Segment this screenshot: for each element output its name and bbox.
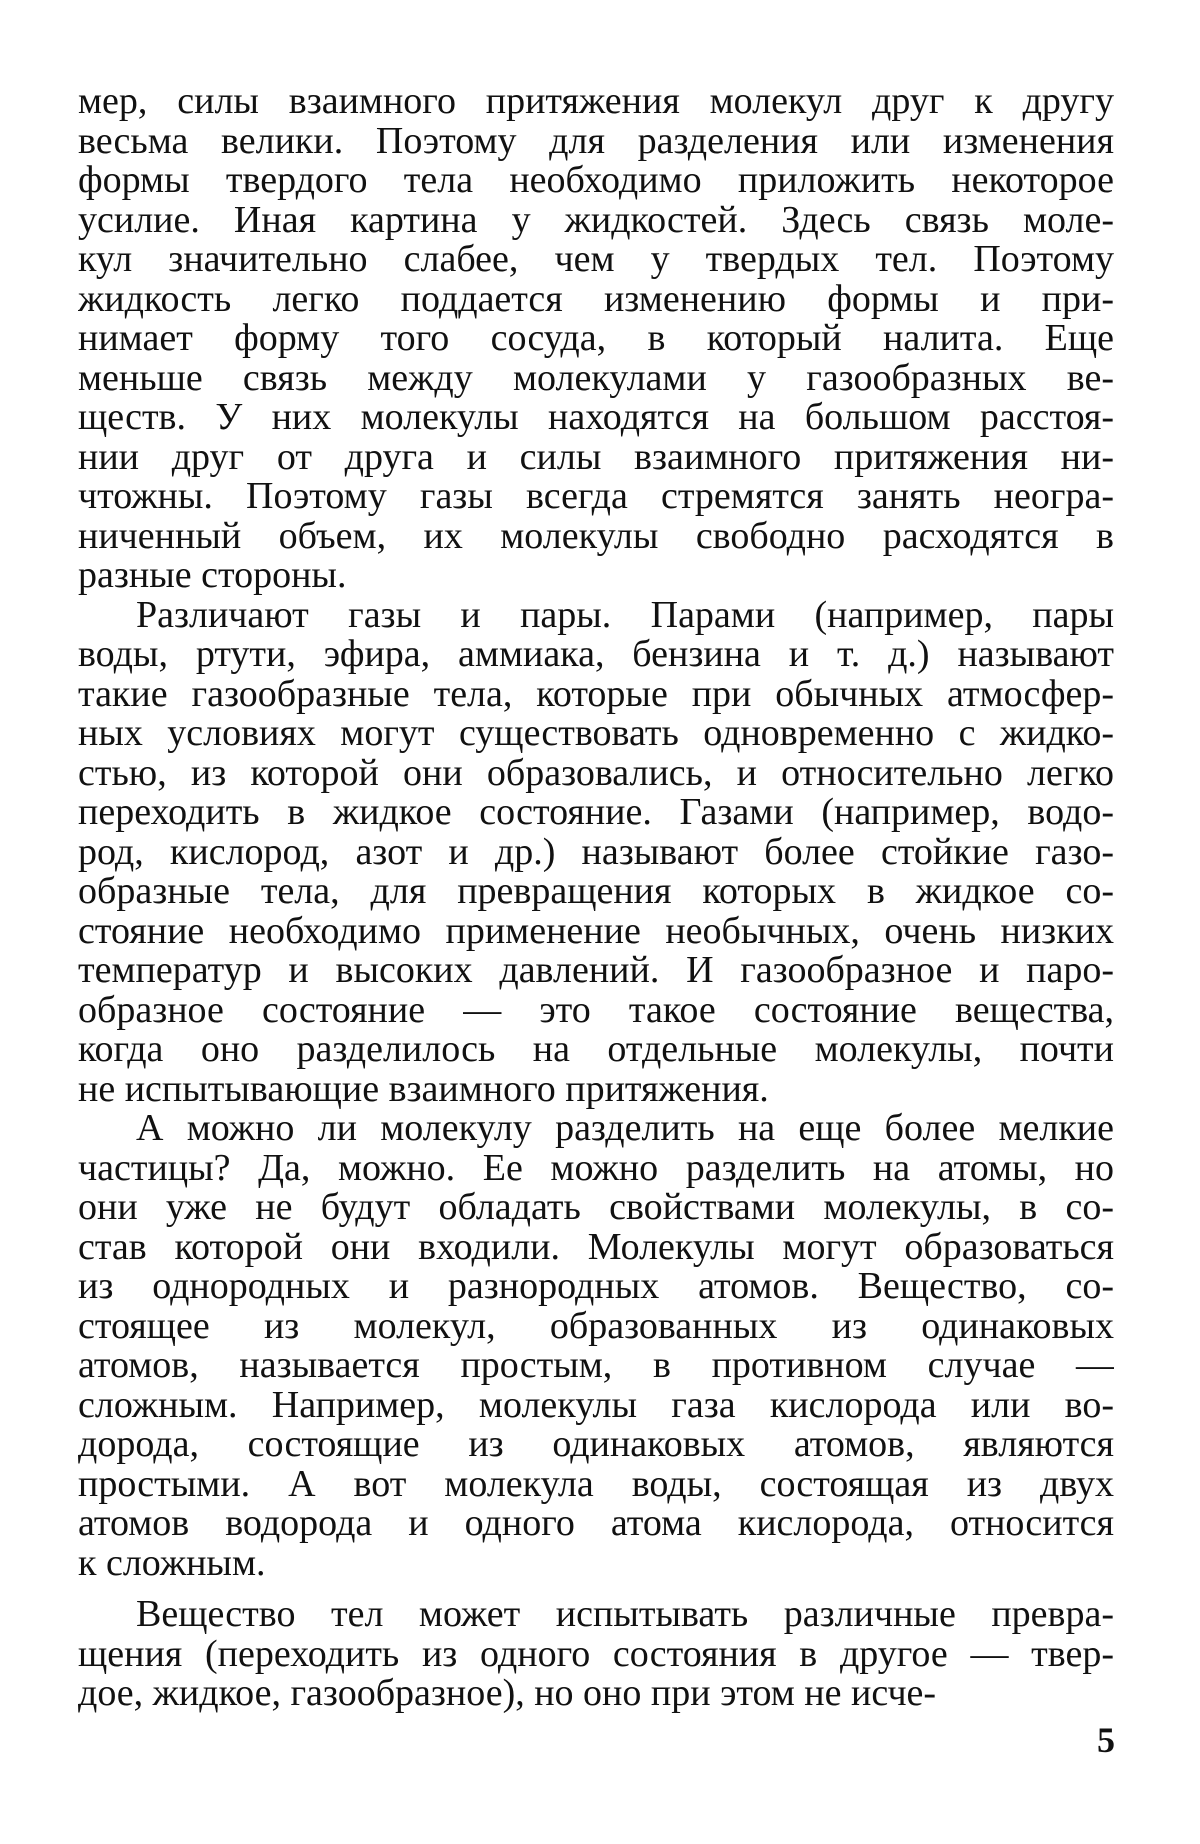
text-line: простыми. А вот молекула воды, состоящая из двух [78,1464,1114,1504]
text-line: ниченный объем, их молекулы свободно расходятся в [78,516,1114,556]
text-line: кул значительно слабее, чем у твердых тел. Поэтому [78,240,1114,280]
text-line: сложным. Например, молекулы газа кислорода или во- [78,1385,1114,1425]
text-line: стоящее из молекул, образованных из одинаковых [78,1306,1114,1346]
text-line: Различают газы и пары. Парами (например, пары [136,595,1114,635]
text-line: меньше связь между молекулами у газообразных ве- [78,358,1114,398]
text-line: Вещество тел может испытывать различные превра- [136,1595,1114,1635]
text-line: они уже не будут обладать свойствами молекулы, в со- [78,1188,1114,1228]
text-line: образные тела, для превращения которых в жидкое со- [78,872,1114,912]
text-line: став которой они входили. Молекулы могут образоваться [78,1227,1114,1267]
text-line: стью, из которой они образовались, и относительно легко [78,753,1114,793]
text-line: температур и высоких давлений. И газообразное и паро- [78,951,1114,991]
paragraph [78,82,1114,596]
paragraph [78,1109,1114,1583]
text-line: чтожны. Поэтому газы всегда стремятся занять неогра- [78,477,1114,517]
text-line: А можно ли молекулу разделить на еще более мелкие [136,1109,1114,1149]
text-line: формы твердого тела необходимо приложить некоторое [78,161,1114,201]
paragraph [78,596,1114,1110]
text-line: нии друг от друга и силы взаимного притяжения ни- [78,437,1114,477]
text-line: нимает форму того сосуда, в который налита. Еще [78,319,1114,359]
text-line: частицы? Да, можно. Ее можно разделить на атомы, но [78,1148,1114,1188]
text-line: дорода, состоящие из одинаковых атомов, являются [78,1425,1114,1465]
text-line: щения (переходить из одного состояния в другое — твер- [78,1634,1114,1674]
text-line: род, кислород, азот и др.) называют более стойкие газо- [78,832,1114,872]
text-line: образное состояние — это такое состояние вещества, [78,990,1114,1030]
text-line: атомов водорода и одного атома кислорода, относится [78,1504,1114,1544]
text-line: весьма велики. Поэтому для разделения или изменения [78,121,1114,161]
text-line: не испытывающие взаимного притяжения. [78,1069,769,1109]
text-line: мер, силы взаимного притяжения молекул друг к другу [78,82,1114,122]
text-line: из однородных и разнородных атомов. Вещество, со- [78,1267,1114,1307]
text-line: стояние необходимо применение необычных, очень низких [78,911,1114,951]
text-line: к сложным. [78,1543,266,1583]
text-line: ществ. У них молекулы находятся на большом расстоя- [78,398,1114,438]
page-number: 5 [1097,1720,1115,1760]
text-line: разные стороны. [78,556,347,596]
text-line: ных условиях могут существовать одновременно с жидко- [78,714,1114,754]
text-line: усилие. Иная картина у жидкостей. Здесь связь моле- [78,200,1114,240]
text-line: переходить в жидкое состояние. Газами (например, водо- [78,793,1114,833]
text-line: атомов, называется простым, в противном случае — [78,1346,1114,1386]
paragraph [78,1595,1114,1714]
text-line: такие газообразные тела, которые при обычных атмосфер- [78,674,1114,714]
text-line: когда оно разделилось на отдельные молекулы, почти [78,1030,1114,1070]
text-line: жидкость легко поддается изменению формы и при- [78,279,1114,319]
body-text [78,82,1114,1714]
text-line: дое, жидкое, газообразное), но оно при этом не исче- [78,1674,937,1714]
text-line: воды, ртути, эфира, аммиака, бензина и т. д.) называют [78,635,1114,675]
